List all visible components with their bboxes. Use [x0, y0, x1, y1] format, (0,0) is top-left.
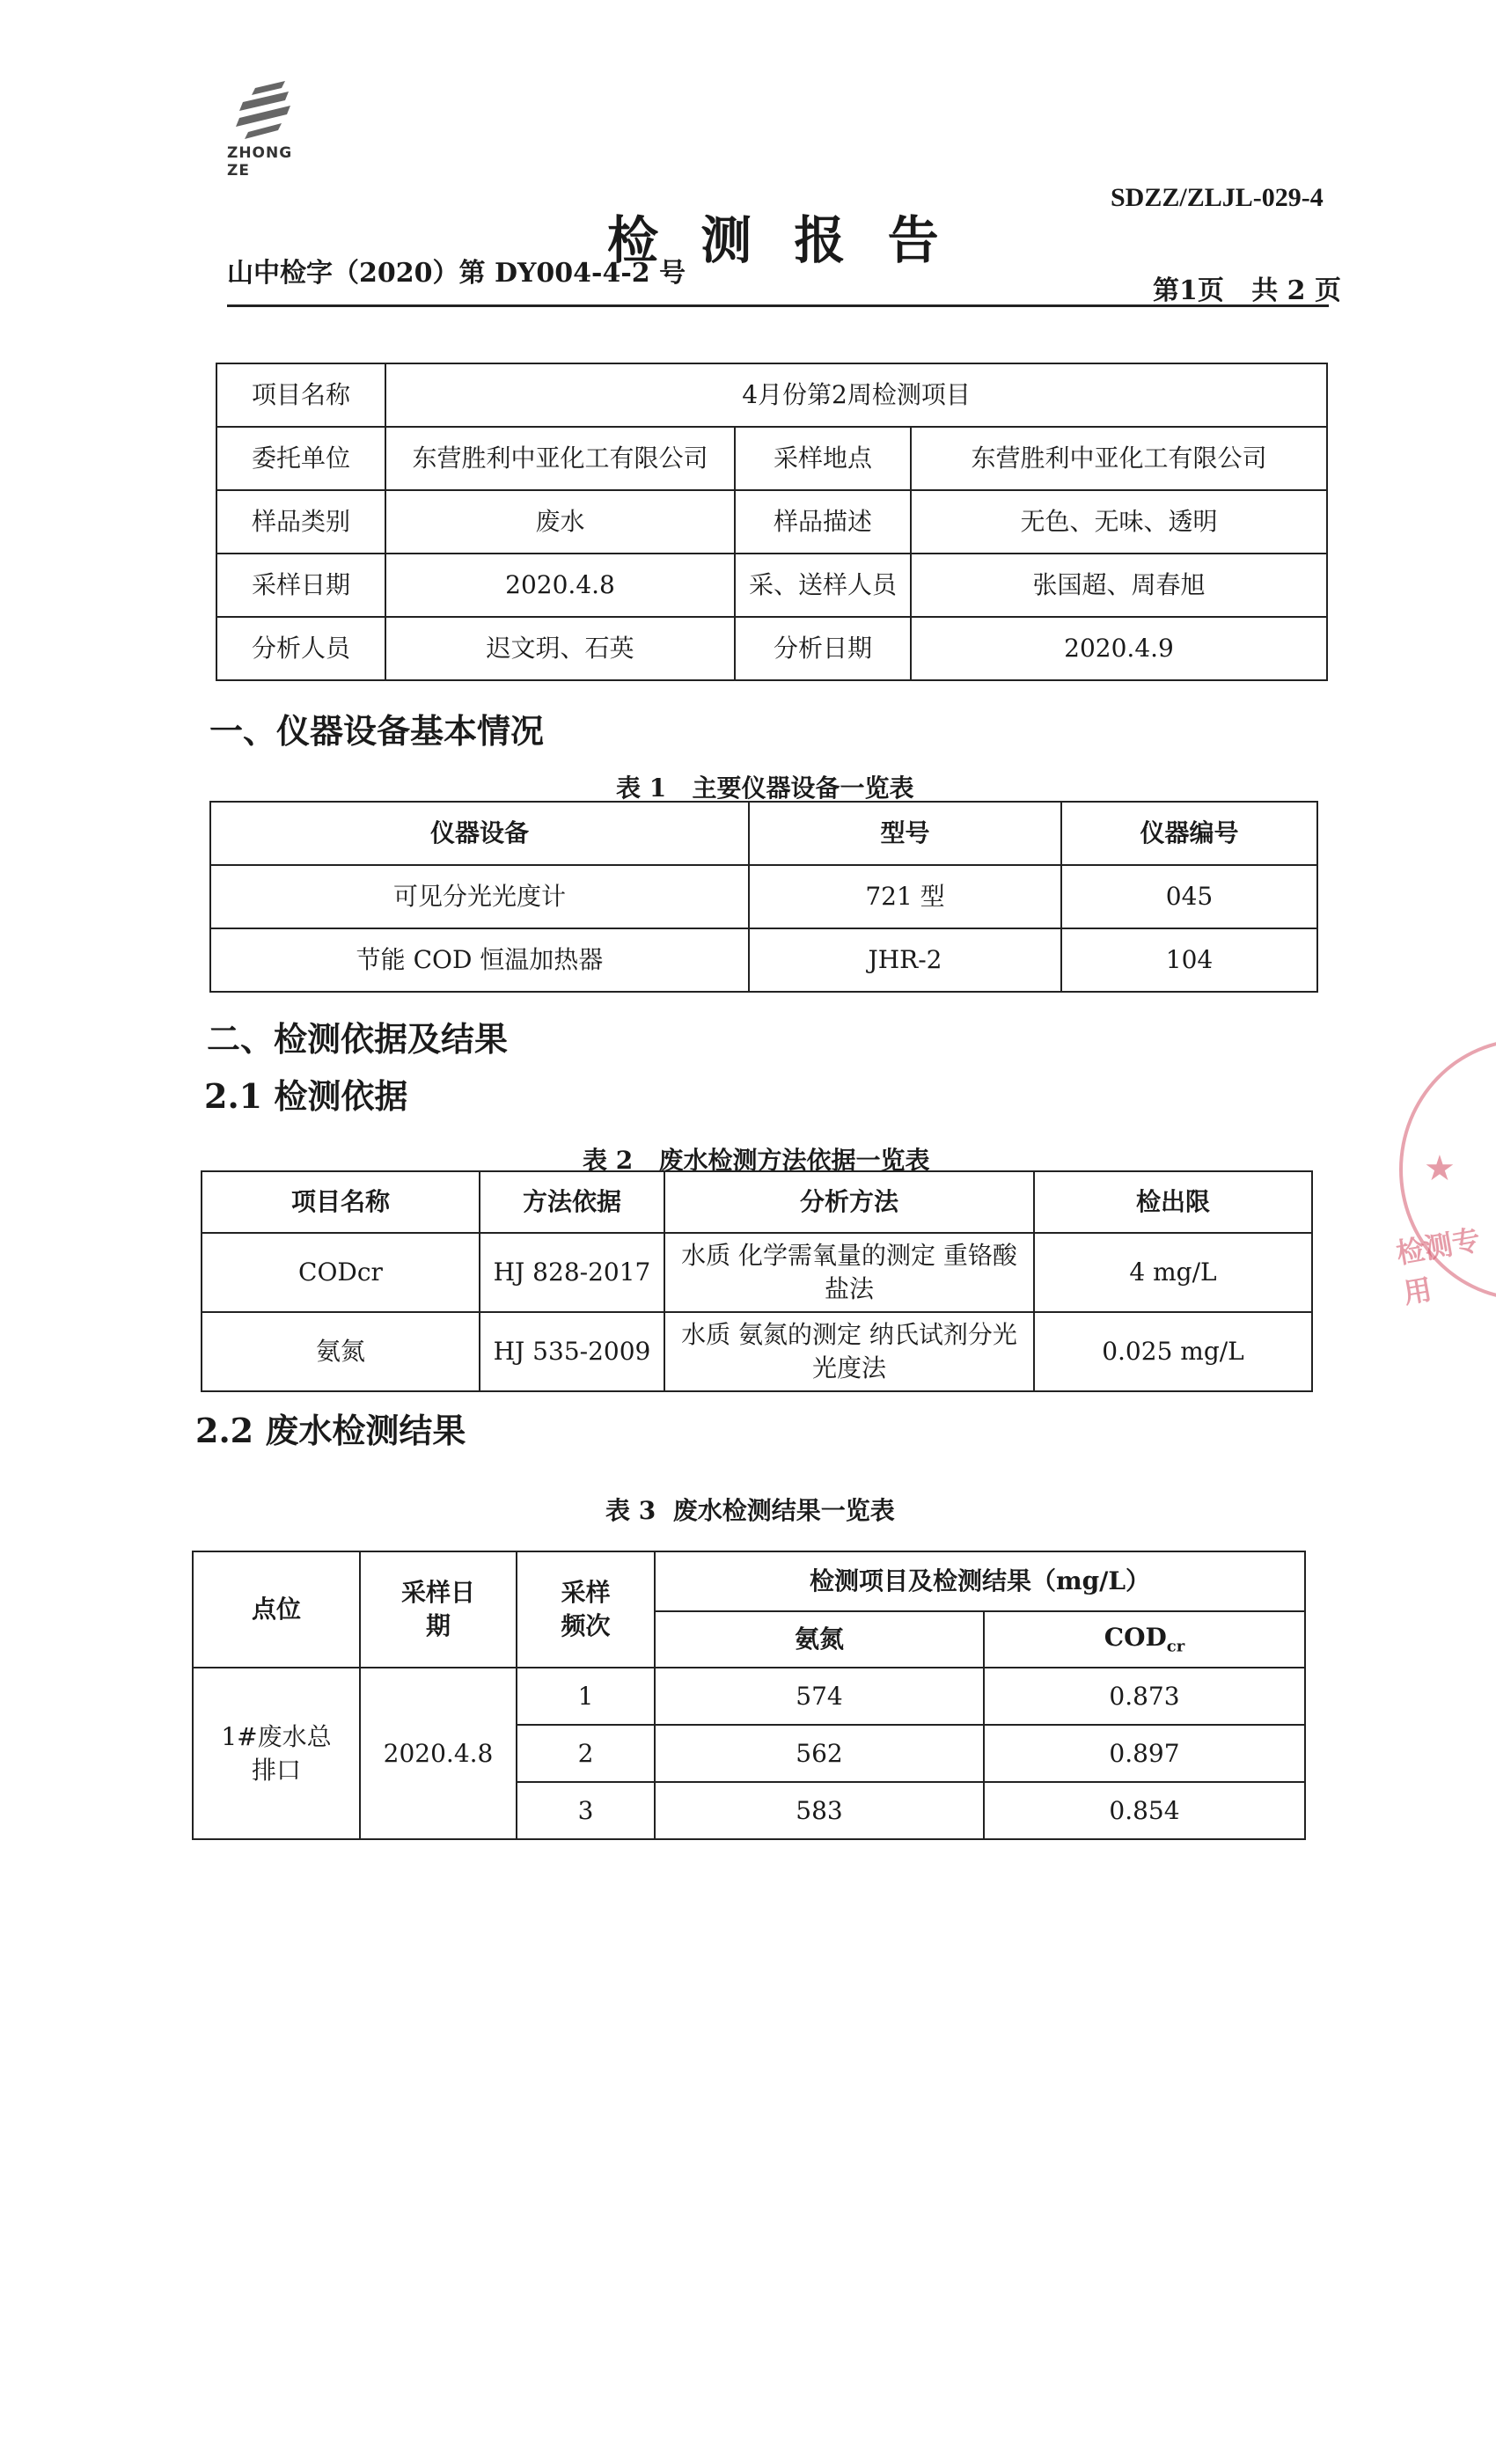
- header-divider: [227, 304, 1329, 307]
- t2-cell: 4 mg/L: [1034, 1233, 1312, 1312]
- table1-caption: 表 1 主要仪器设备一览表: [616, 774, 914, 803]
- analyst-label: 分析人员: [216, 617, 385, 680]
- t2-header-basis: 方法依据: [480, 1171, 664, 1233]
- t1-header-model: 型号: [749, 802, 1061, 865]
- t3-cell: 583: [655, 1782, 984, 1839]
- table2-caption: 表 2 废水检测方法依据一览表: [583, 1146, 930, 1175]
- table-row: [202, 1233, 1312, 1312]
- site-label: 采样地点: [735, 427, 911, 490]
- t2-cell: CODcr: [202, 1233, 480, 1312]
- section-heading-1: 一、仪器设备基本情况: [209, 711, 545, 751]
- t2-header-item: 项目名称: [202, 1171, 480, 1233]
- project-value: 4月份第2周检测项目: [385, 363, 1327, 427]
- company-logo: [227, 81, 301, 180]
- desc-label: 样品描述: [735, 490, 911, 554]
- t2-cell: 水质 氨氮的测定 纳氏试剂分光光度法: [664, 1312, 1034, 1391]
- method-table: [201, 1170, 1313, 1392]
- t3-header-nh3: 氨氮: [655, 1611, 984, 1668]
- client-value: 东营胜利中亚化工有限公司: [385, 427, 735, 490]
- t2-header-method: 分析方法: [664, 1171, 1034, 1233]
- t3-header-items: 检测项目及检测结果（mg/L）: [655, 1551, 1305, 1611]
- t2-cell: 水质 化学需氧量的测定 重铬酸盐法: [664, 1233, 1034, 1312]
- type-value: 废水: [385, 490, 735, 554]
- t1-cell: JHR-2: [749, 928, 1061, 992]
- stamp-star-icon: ★: [1424, 1148, 1456, 1189]
- t1-cell: 可见分光光度计: [210, 865, 749, 928]
- stamp-text: 检测专用: [1393, 1222, 1484, 1310]
- sampler-value: 张国超、周春旭: [911, 554, 1327, 617]
- t2-cell: 氨氮: [202, 1312, 480, 1391]
- t2-cell: HJ 828-2017: [480, 1233, 664, 1312]
- section-heading-2: 二、检测依据及结果: [207, 1019, 509, 1059]
- report-number: 山中检字（2020）第 DY004-4-2 号: [227, 258, 686, 289]
- results-table: [192, 1551, 1306, 1840]
- t2-cell: HJ 535-2009: [480, 1312, 664, 1391]
- t3-cell: 3: [517, 1782, 655, 1839]
- logo-mark-icon: [231, 81, 301, 143]
- analyst-value: 迟文玥、石英: [385, 617, 735, 680]
- t3-cell: 562: [655, 1725, 984, 1782]
- t3-date: 2020.4.8: [360, 1668, 517, 1839]
- site-value: 东营胜利中亚化工有限公司: [911, 427, 1327, 490]
- t3-cell: 0.897: [984, 1725, 1305, 1782]
- analysis-date-label: 分析日期: [735, 617, 911, 680]
- client-label: 委托单位: [216, 427, 385, 490]
- analysis-date-value: 2020.4.9: [911, 617, 1327, 680]
- t3-cell: 0.854: [984, 1782, 1305, 1839]
- logo-text: ZHONG ZE: [227, 144, 293, 180]
- table-row: [210, 928, 1317, 992]
- project-label: 项目名称: [216, 363, 385, 427]
- doc-code: SDZZ/ZLJL-029-4: [1111, 183, 1324, 212]
- t3-point: 1#废水总排口: [193, 1668, 360, 1839]
- sampler-label: 采、送样人员: [735, 554, 911, 617]
- section-heading-2-2: 2.2 废水检测结果: [195, 1411, 466, 1450]
- table-row: [193, 1668, 1305, 1725]
- t1-header-device: 仪器设备: [210, 802, 749, 865]
- table-row: [202, 1312, 1312, 1391]
- t1-cell: 045: [1061, 865, 1317, 928]
- t3-header-cod: $COD_{cr}$: [984, 1611, 1305, 1668]
- t3-header-date: 采样日期: [360, 1551, 517, 1668]
- sample-info-table: [216, 363, 1328, 681]
- t1-cell: 721 型: [749, 865, 1061, 928]
- t3-cell: 0.873: [984, 1668, 1305, 1725]
- t3-cell: 2: [517, 1725, 655, 1782]
- table3-caption: 表 3 废水检测结果一览表: [605, 1496, 895, 1525]
- t3-cell: 1: [517, 1668, 655, 1725]
- t3-header-point: 点位: [193, 1551, 360, 1668]
- t1-header-number: 仪器编号: [1061, 802, 1317, 865]
- instrument-table: [209, 801, 1318, 993]
- desc-value: 无色、无味、透明: [911, 490, 1327, 554]
- t3-header-freq: 采样频次: [517, 1551, 655, 1668]
- date-label: 采样日期: [216, 554, 385, 617]
- t2-cell: 0.025 mg/L: [1034, 1312, 1312, 1391]
- date-value: 2020.4.8: [385, 554, 735, 617]
- t2-header-limit: 检出限: [1034, 1171, 1312, 1233]
- t1-cell: 节能 COD 恒温加热器: [210, 928, 749, 992]
- page-info: 第1页 共 2 页: [1153, 275, 1341, 306]
- t1-cell: 104: [1061, 928, 1317, 992]
- t3-cell: 574: [655, 1668, 984, 1725]
- table-row: [210, 865, 1317, 928]
- type-label: 样品类别: [216, 490, 385, 554]
- section-heading-2-1: 2.1 检测依据: [204, 1076, 408, 1116]
- page-title: 检 测 报 告: [607, 210, 951, 270]
